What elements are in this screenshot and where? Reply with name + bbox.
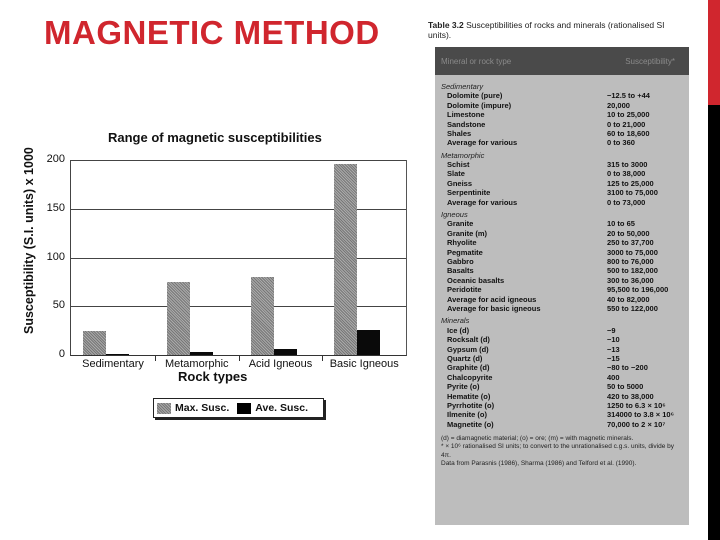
row-name: Gypsum (d): [447, 344, 489, 354]
row-value: 0 to 38,000: [607, 169, 646, 179]
table-row: [441, 248, 683, 257]
table-group-heading: Sedimentary: [441, 82, 484, 91]
y-tick-label: 0: [58, 348, 65, 360]
table-footnotes: [441, 435, 683, 468]
row-value: 50 to 5000: [607, 382, 644, 392]
table-row: [441, 410, 683, 419]
row-value: 10 to 25,000: [607, 110, 650, 120]
row-value: 3000 to 75,000: [607, 247, 658, 257]
table-row: [441, 198, 683, 207]
table-caption-text: Susceptibilities of rocks and minerals (rationalised SI units).: [428, 20, 665, 40]
row-value: 3100 to 75,000: [607, 188, 658, 198]
row-value: 40 to 82,000: [607, 294, 650, 304]
row-value: −13: [607, 344, 620, 354]
table-row: [441, 91, 683, 100]
table-group-heading: Metamorphic: [441, 150, 485, 160]
bar-max-acid-igneous: [251, 277, 274, 355]
row-value: 1250 to 6.3 × 10⁶: [607, 400, 666, 410]
susceptibility-chart: [20, 125, 420, 425]
y-axis-label: Susceptibility (S.I. units) x 1000: [22, 147, 36, 334]
row-value: 0 to 21,000: [607, 119, 646, 129]
table-row: [441, 420, 683, 429]
table-row: [441, 257, 683, 266]
row-name: Dolomite (impure): [447, 100, 512, 110]
table-row: [441, 326, 683, 335]
row-name: Ilmenite (o): [447, 410, 488, 420]
table-row: [441, 169, 683, 178]
table-row: [441, 373, 683, 382]
bar-ave-sedimentary: [106, 354, 129, 355]
y-tick-label: 100: [46, 250, 65, 263]
row-name: Pegmatite: [447, 247, 483, 257]
row-name: Oceanic basalts: [447, 275, 505, 285]
table-row: [441, 229, 683, 238]
table-row: [441, 120, 683, 129]
table-row: [441, 266, 683, 275]
table-row: [441, 188, 683, 197]
footnote: Data from Parasnis (1986), Sharma (1986) and Telford et al. (1990).: [441, 460, 637, 468]
y-tick-label: 150: [46, 201, 65, 214]
row-value: 60 to 18,600: [607, 128, 650, 138]
row-name: Pyrite (o): [447, 382, 480, 392]
row-value: −12.5 to +44: [607, 91, 650, 101]
legend-swatch-ave: [237, 403, 251, 414]
bar-ave-acid-igneous: [274, 349, 297, 355]
row-value: −10: [607, 335, 620, 345]
row-value: 800 to 76,000: [607, 256, 654, 266]
row-value: 315 to 3000: [607, 160, 648, 170]
row-value: 10 to 65: [607, 219, 635, 229]
table-row: [441, 304, 683, 313]
table-row: [441, 238, 683, 247]
row-value: 250 to 37,700: [607, 238, 654, 248]
x-category-label: Acid Igneous: [248, 358, 313, 370]
row-name: Average for various: [447, 197, 518, 207]
row-value: 420 to 38,000: [607, 391, 654, 401]
table-row: [441, 179, 683, 188]
x-axis-label: Rock types: [178, 369, 248, 384]
row-name: Rhyolite: [447, 238, 477, 248]
row-name: Average for various: [447, 138, 518, 148]
table-row: [441, 382, 683, 391]
row-value: 300 to 36,000: [607, 275, 654, 285]
table-number: Table 3.2: [428, 20, 464, 30]
accent-bar-black: [708, 105, 720, 540]
row-value: 70,000 to 2 × 10⁷: [607, 419, 666, 429]
row-value: 550 to 122,000: [607, 304, 658, 314]
header-susceptibility: Susceptibility*: [625, 56, 675, 66]
table-row: [441, 101, 683, 110]
row-value: −15: [607, 353, 620, 363]
legend-swatch-max: [157, 403, 171, 414]
table-row: [441, 401, 683, 410]
row-name: Slate: [447, 169, 465, 179]
table-group-heading: Igneous: [441, 210, 468, 220]
row-name: Magnetite (o): [447, 419, 494, 429]
row-name: Pyrrhotite (o): [447, 400, 495, 410]
table-row: [441, 219, 683, 228]
chart-legend: [153, 398, 324, 418]
bar-max-basic-igneous: [334, 164, 357, 355]
y-tick-label: 50: [52, 299, 65, 312]
footnote: * × 10⁶ rationalised SI units; to convert to the unrationalised c.g.s. units, divide by 4π.: [441, 443, 675, 459]
row-value: 0 to 360: [607, 138, 635, 148]
table-group-heading: Minerals: [441, 316, 470, 326]
table-row: [441, 345, 683, 354]
row-value: 400: [607, 372, 620, 382]
row-value: 20,000: [607, 100, 630, 110]
row-name: Average for acid igneous: [447, 294, 537, 304]
table-row: [441, 110, 683, 119]
table-row: [441, 363, 683, 372]
row-name: Gneiss: [447, 178, 473, 188]
row-name: Rocksalt (d): [447, 335, 490, 345]
accent-bar-red: [708, 0, 720, 105]
row-value: 500 to 182,000: [607, 266, 658, 276]
x-category-label: Metamorphic: [164, 358, 229, 370]
row-value: 20 to 50,000: [607, 228, 650, 238]
row-value: −9: [607, 325, 616, 335]
row-name: Ice (d): [447, 325, 470, 335]
table-row: [441, 276, 683, 285]
table-rows: [435, 75, 689, 468]
plot-area: [46, 153, 407, 370]
legend-label-max: Max. Susc.: [175, 402, 230, 414]
row-name: Graphite (d): [447, 363, 490, 373]
bar-max-sedimentary: [83, 331, 106, 355]
row-name: Limestone: [447, 110, 485, 120]
row-name: Average for basic igneous: [447, 304, 541, 314]
row-value: 314000 to 3.8 × 10⁶: [607, 410, 675, 420]
table-row: [441, 295, 683, 304]
row-value: −80 to −200: [607, 363, 648, 373]
row-name: Basalts: [447, 266, 474, 276]
footnote: (d) = diamagnetic material; (o) = ore; (m) = with magnetic minerals.: [441, 435, 634, 443]
slide-title: MAGNETIC METHOD: [44, 14, 380, 51]
row-value: 95,500 to 196,000: [607, 285, 669, 295]
table-caption: [428, 20, 688, 40]
legend-label-ave: Ave. Susc.: [255, 402, 309, 414]
table-body: [435, 47, 689, 525]
bar-ave-basic-igneous: [357, 330, 380, 355]
susceptibility-table: [425, 15, 690, 525]
row-name: Serpentinite: [447, 188, 491, 198]
table-row: [441, 129, 683, 138]
table-row: [441, 335, 683, 344]
chart-title: Range of magnetic susceptibilities: [108, 130, 322, 145]
row-name: Gabbro: [447, 256, 474, 266]
y-tick-label: 200: [46, 153, 65, 165]
row-name: Quartz (d): [447, 353, 483, 363]
row-name: Granite: [447, 219, 474, 229]
table-row: [441, 354, 683, 363]
x-category-label: Basic Igneous: [329, 358, 399, 370]
table-row: [441, 160, 683, 169]
row-value: 125 to 25,000: [607, 178, 654, 188]
table-header: [435, 47, 689, 75]
x-category-label: Sedimentary: [82, 358, 144, 370]
row-name: Schist: [447, 160, 470, 170]
row-name: Chalcopyrite: [447, 372, 493, 382]
bar-max-metamorphic: [167, 282, 190, 355]
row-name: Sandstone: [447, 119, 486, 129]
row-name: Shales: [447, 128, 472, 138]
row-name: Hematite (o): [447, 391, 491, 401]
table-row: [441, 392, 683, 401]
gridline: [71, 160, 406, 161]
row-name: Granite (m): [447, 228, 488, 238]
row-name: Peridotite: [447, 285, 482, 295]
table-row: [441, 285, 683, 294]
row-name: Dolomite (pure): [447, 91, 503, 101]
row-value: 0 to 73,000: [607, 197, 646, 207]
bar-ave-metamorphic: [190, 352, 213, 355]
header-mineral: Mineral or rock type: [441, 56, 512, 66]
table-row: [441, 138, 683, 147]
